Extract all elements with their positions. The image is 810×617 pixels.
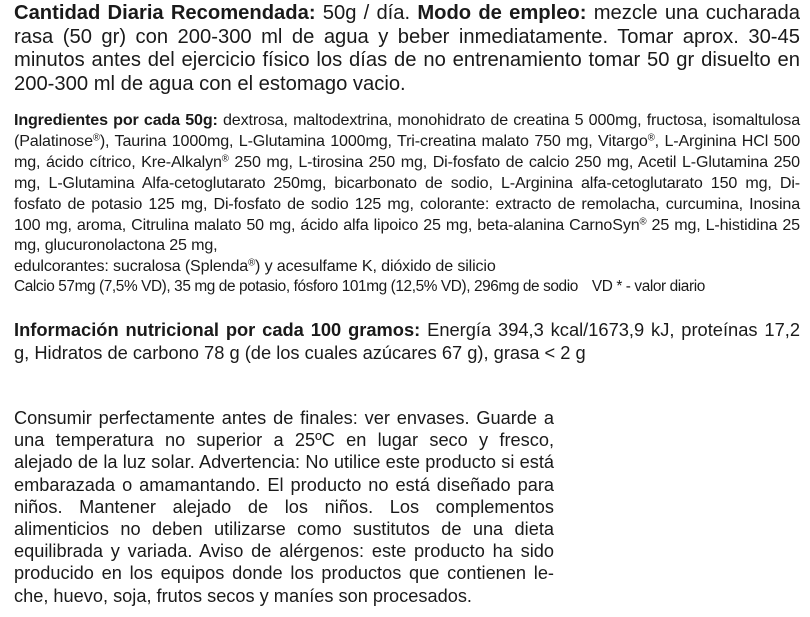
registered-mark: ® — [248, 258, 256, 270]
usage-mode-text: mezcle una cucharada rasa (50 gr) con 200-300 ml de agua y beber inmediatamente. Tomar aprox. 30-45 minutos antes del ejercicio físico los días de no entrenamiento tomar 50 gr disuelto en 200-300 ml de agua con el estomago vacio. — [14, 2, 800, 95]
nutrition-label: Información nutricional por cada 100 gramos: — [14, 319, 421, 340]
ingredients-text-1: dextrosa, maltodextrina, monohidrato de creatina 5 000mg, fructosa, isomaltulosa (Palatinose — [14, 111, 801, 150]
ingredients-paragraph — [14, 110, 800, 256]
registered-mark: ® — [647, 132, 655, 144]
usage-mode-label: Modo de empleo: — [417, 2, 587, 24]
usage-section — [14, 2, 800, 96]
ingredients-last-line — [14, 256, 800, 277]
ingredients-text-5: 25 mg, L-histidina 25 mg, glucuronolactona 25 mg, — [14, 215, 800, 255]
storage-warnings-section — [14, 407, 554, 607]
ingredients-text-2: ), Taurina 1000mg, L-Glutamina 1000mg, Tri-creatina malato 750 mg, Vitargo — [99, 131, 648, 150]
registered-mark: ® — [92, 132, 100, 144]
ingredients-section — [14, 110, 800, 277]
ingredients-sweeteners-b: ) y acesulfame K, dióxido de silicio — [255, 257, 496, 276]
ingredients-text-3: , L-Arginina HCl 500 mg, ácido cítrico, Kre-Alkalyn — [14, 131, 800, 171]
nutrition-text: Energía 394,3 kcal/1673,9 kJ, proteínas 17,2 g, Hidratos de carbono 78 g (de los cuales azúcares 67 g), grasa < 2 g — [14, 319, 800, 363]
ingredients-text-4: 250 mg, L-tirosina 250 mg, Di-fosfato de calcio 250 mg, Acetil L-Glutamina 250 mg, L-Glutamina Alfa-cetoglutarato 250mg, bicarbonato de sodio, L-Arginina alfa-cetoglutarato 150 mg, Di-fosfato de potasio 125 mg, Di-fosfato de sodio 125 mg, colorante: extracto de remolacha, curcumina, Inosina 100 mg, aroma, Citrulina malato 50 mg, ácido alfa lipoico 25 mg, beta-alanina CarnoSyn — [14, 152, 800, 234]
daily-amount-label: Cantidad Diaria Recomendada: — [14, 2, 316, 24]
daily-amount-value: 50g / día. — [315, 2, 418, 24]
minerals-text: Calcio 57mg (7,5% VD), 35 mg de potasio, fósforo 101mg (12,5% VD), 296mg de sodio — [14, 278, 578, 295]
registered-mark: ® — [639, 216, 647, 228]
registered-mark: ® — [221, 153, 229, 165]
storage-warnings-text: Consumir perfectamente antes de finales: ver envases. Guarde a una temperatura no superior a 25ºC en lugar seco y fresco, alejado de la luz solar. Advertencia: No utilice este producto si está embarazada o amamantando. El producto no está diseñado para niños. Mantener alejado de los niños. Los complementos alimenticios no deben utilizarse como sustitutos de una dieta equilibrada y variada. Aviso de alérgenos: este producto ha sido producido en los equipos donde los productos que contienen le-che, huevo, soja, frutos secos y maníes son procesados. — [14, 408, 554, 606]
minerals-line — [14, 277, 800, 296]
ingredients-label: Ingredientes por cada 50g: — [14, 111, 218, 129]
nutrition-section — [14, 319, 800, 364]
daily-value-note: VD * - valor diario — [591, 278, 705, 295]
ingredients-sweeteners-a: edulcorantes: sucralosa (Splenda — [14, 257, 249, 276]
